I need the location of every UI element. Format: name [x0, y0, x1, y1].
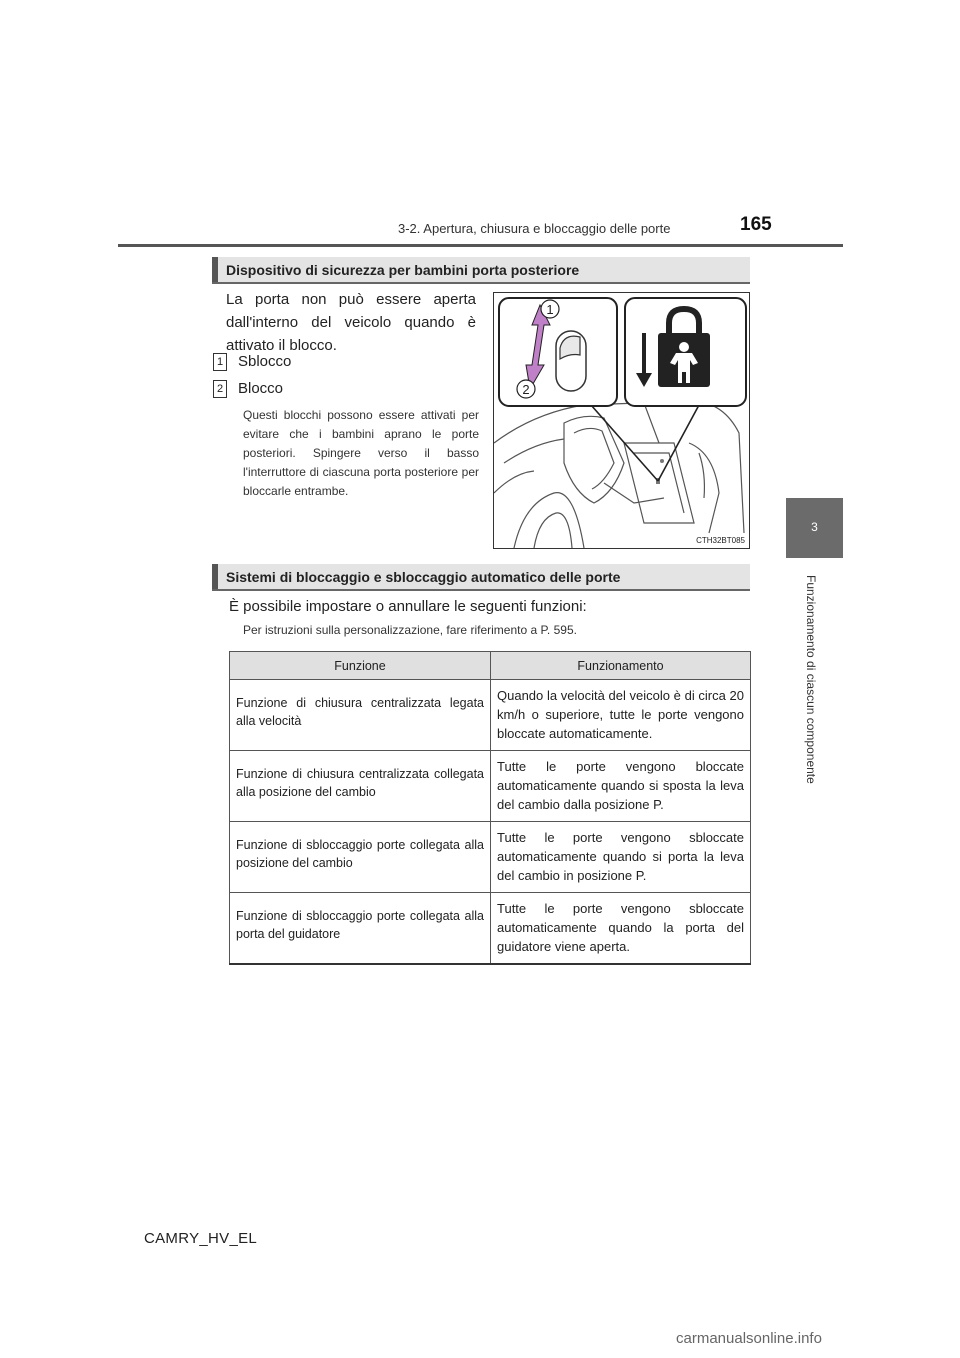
- child-lock-note: Questi blocchi possono essere attivati per evitare che i bambini aprano le porte posteriori. Spingere verso il basso l'interruttore di ciascuna porta posteriore per bloccarle entrambe.: [243, 408, 479, 498]
- chapter-title: Funzionamento di ciascun componente: [804, 575, 818, 784]
- column-header-operation: Funzionamento: [491, 652, 751, 680]
- functions-table: [229, 651, 751, 965]
- number-marker: 2: [213, 380, 227, 398]
- callout-1: 1: [546, 302, 554, 317]
- section-heading-text: Dispositivo di sicurezza per bambini porta posteriore: [226, 262, 580, 278]
- intro-text: La porta non può essere aperta dall'interno del veicolo quando è attivato il blocco.: [226, 291, 476, 354]
- header-section-title: 3-2. Apertura, chiusura e bloccaggio delle porte: [398, 221, 671, 236]
- chapter-number: 3: [811, 520, 818, 534]
- page-number: 165: [740, 214, 772, 235]
- section-heading-child-lock: [212, 257, 750, 284]
- table-row: [230, 893, 751, 964]
- section-heading-auto-lock: [212, 564, 750, 591]
- list-item-lock: [213, 380, 283, 398]
- list-item-label: Blocco: [238, 380, 284, 397]
- settings-paragraph: È possibile impostare o annullare le seguenti funzioni:: [229, 598, 587, 615]
- section-heading-text: Sistemi di bloccaggio e sbloccaggio automatico delle porte: [226, 569, 621, 585]
- figure-code: CTH32BT085: [696, 536, 745, 545]
- operation-cell: Tutte le porte vengono bloccate automaticamente quando si sposta la leva del cambio dalla posizione P.: [491, 751, 751, 822]
- callout-2: 2: [522, 382, 530, 397]
- function-cell: Funzione di sbloccaggio porte collegata alla posizione del cambio: [230, 822, 491, 893]
- chapter-tab: [786, 498, 843, 558]
- watermark: carmanualsonline.info: [676, 1330, 822, 1347]
- function-cell: Funzione di chiusura centralizzata collegata alla posizione del cambio: [230, 751, 491, 822]
- function-cell: Funzione di chiusura centralizzata legata alla velocità: [230, 680, 491, 751]
- column-header-function: Funzione: [230, 652, 491, 680]
- door-illustration: [494, 293, 749, 548]
- list-item-unlock: [213, 353, 291, 371]
- operation-cell: Tutte le porte vengono sbloccate automaticamente quando si porta la leva del cambio in posizione P.: [491, 822, 751, 893]
- operation-cell: Tutte le porte vengono sbloccate automaticamente quando la porta del guidatore viene aperta.: [491, 893, 751, 964]
- header-rule: [118, 244, 843, 247]
- customization-note: Per istruzioni sulla personalizzazione, fare riferimento a P. 595.: [243, 623, 577, 637]
- table-row: [230, 751, 751, 822]
- table-row: [230, 680, 751, 751]
- function-cell: Funzione di sbloccaggio porte collegata alla porta del guidatore: [230, 893, 491, 964]
- table-header-row: [230, 652, 751, 680]
- table-row: [230, 822, 751, 893]
- number-marker: 1: [213, 353, 227, 371]
- model-code: CAMRY_HV_EL: [144, 1230, 258, 1247]
- child-lock-illustration: [493, 292, 750, 549]
- list-item-label: Sblocco: [238, 353, 292, 370]
- operation-cell: Quando la velocità del veicolo è di circa 20 km/h o superiore, tutte le porte vengono bloccate automaticamente.: [491, 680, 751, 751]
